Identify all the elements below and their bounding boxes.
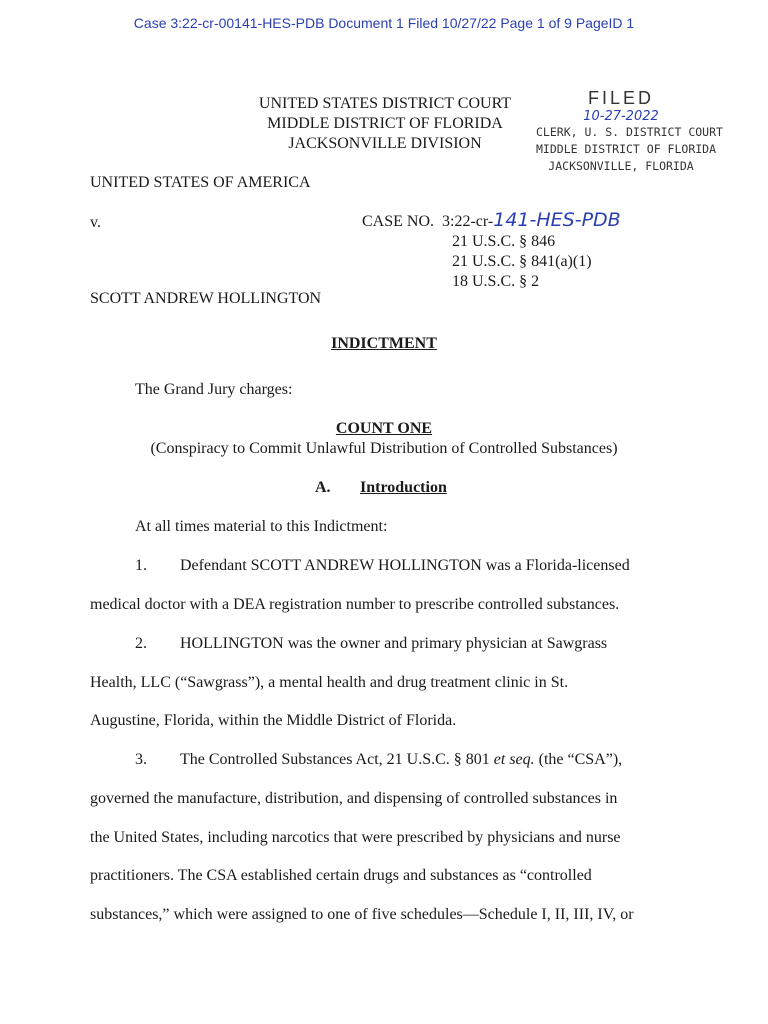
versus: v.: [90, 214, 101, 231]
case-number-label: CASE NO.: [362, 213, 435, 230]
paragraph-3-line: [90, 751, 690, 769]
filed-stamp-date: 10-27-2022: [583, 109, 659, 124]
filed-stamp-title: FILED: [587, 88, 654, 108]
paragraph-3-line: practitioners. The CSA established certain drugs and substances as “controlled: [90, 867, 592, 884]
paragraph-text-italic: et seq.: [493, 751, 535, 768]
paragraph-text: (the “CSA”),: [534, 751, 623, 768]
paragraph-number: 2.: [135, 635, 147, 652]
statute-line: 18 U.S.C. § 2: [452, 273, 540, 290]
statute-line: 21 U.S.C. § 841(a)(1): [452, 253, 592, 270]
section-title: Introduction: [360, 479, 447, 496]
section-heading: [315, 479, 447, 497]
case-header: Case 3:22-cr-00141-HES-PDB Document 1 Filed 10/27/22 Page 1 of 9 PageID 1: [133, 15, 635, 31]
charges-intro: The Grand Jury charges:: [135, 381, 293, 398]
paragraph-text: The Controlled Substances Act, 21 U.S.C. § 801: [180, 751, 494, 768]
paragraph-2-line: [90, 635, 690, 653]
paragraph-text: HOLLINGTON was the owner and primary physician at Sawgrass: [180, 635, 608, 652]
paragraph-1-line: medical doctor with a DEA registration number to prescribe controlled substances.: [90, 596, 620, 613]
case-number-handwritten: 141-HES-PDB: [493, 209, 621, 231]
statute-line: 21 U.S.C. § 846: [452, 233, 556, 250]
filed-stamp: [536, 88, 723, 175]
count-title: COUNT ONE: [335, 420, 433, 437]
statutes-block: [452, 232, 592, 292]
document-title: INDICTMENT: [331, 335, 437, 352]
paragraph-number: 3.: [135, 751, 147, 768]
paragraph-1-line: [90, 557, 690, 575]
paragraph-3-line: substances,” which were assigned to one of five schedules—Schedule I, II, III, IV, or: [90, 906, 634, 923]
court-name-block: [230, 94, 540, 154]
count-subtitle: (Conspiracy to Commit Unlawful Distribution of Controlled Substances): [150, 440, 618, 457]
plaintiff-name: UNITED STATES OF AMERICA: [90, 174, 311, 191]
paragraph-3-line: the United States, including narcotics that were prescribed by physicians and nurse: [90, 829, 621, 846]
court-division: JACKSONVILLE DIVISION: [288, 135, 482, 152]
filed-stamp-city: JACKSONVILLE, FLORIDA: [548, 159, 694, 173]
filed-stamp-clerk: CLERK, U. S. DISTRICT COURT: [536, 125, 723, 139]
court-name: UNITED STATES DISTRICT COURT: [258, 95, 512, 112]
paragraph-text: Defendant SCOTT ANDREW HOLLINGTON was a Florida-licensed: [180, 557, 630, 574]
court-district: MIDDLE DISTRICT OF FLORIDA: [267, 115, 503, 132]
paragraph-2-line: Augustine, Florida, within the Middle District of Florida.: [90, 712, 457, 729]
case-number-prefix: 3:22-cr-: [442, 213, 494, 230]
paragraph-3-line: governed the manufacture, distribution, and dispensing of controlled substances in: [90, 790, 618, 807]
defendant-name: SCOTT ANDREW HOLLINGTON: [90, 290, 322, 307]
material-line: At all times material to this Indictment:: [135, 518, 388, 535]
case-number: [362, 210, 621, 232]
paragraph-2-line: Health, LLC (“Sawgrass”), a mental health and drug treatment clinic in St.: [90, 674, 569, 691]
paragraph-number: 1.: [135, 557, 147, 574]
filed-stamp-district: MIDDLE DISTRICT OF FLORIDA: [536, 142, 717, 156]
section-letter: A.: [315, 479, 331, 496]
